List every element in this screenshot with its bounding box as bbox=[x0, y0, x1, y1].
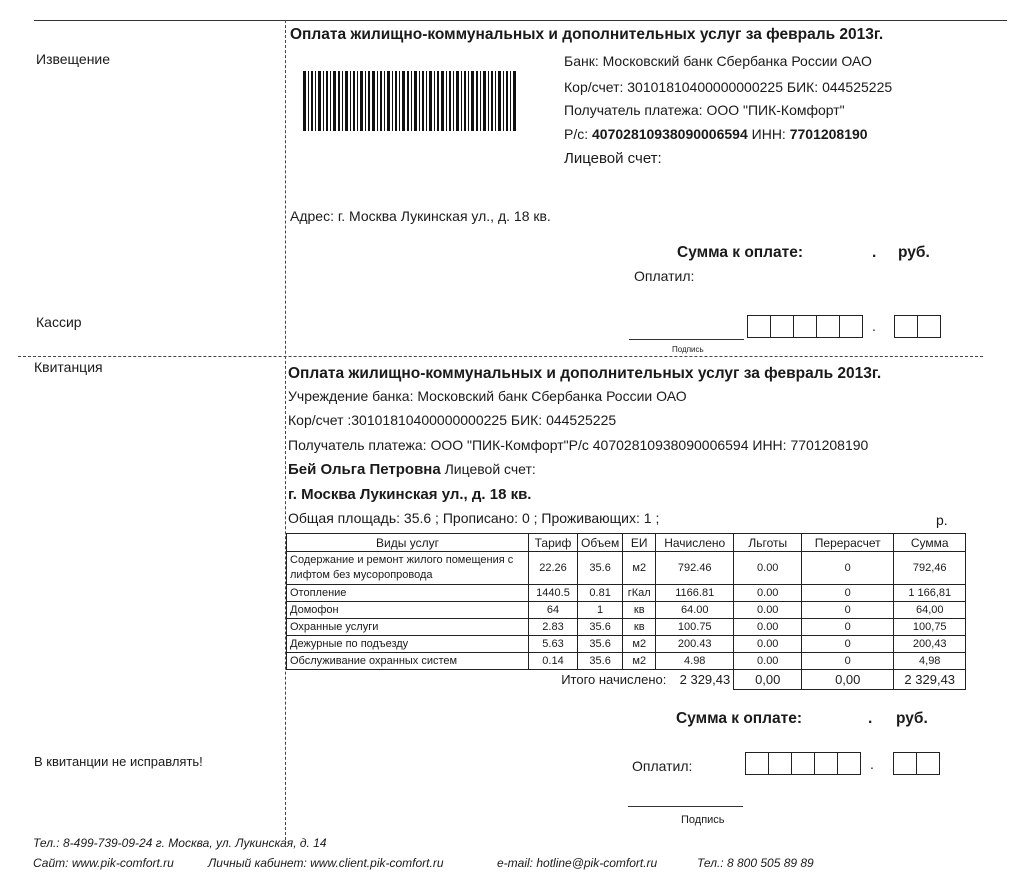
services-table bbox=[286, 533, 966, 690]
digit-box[interactable] bbox=[894, 315, 918, 338]
table-row bbox=[287, 636, 966, 653]
receipt-bank: Учреждение банка: Московский банк Сбербанка России ОАО bbox=[288, 388, 687, 404]
receipt-paid-label: Оплатил: bbox=[632, 758, 693, 774]
cashier-label: Кассир bbox=[36, 314, 82, 330]
service-name: Отопление bbox=[287, 585, 529, 602]
notice-signature-line bbox=[629, 339, 744, 340]
col-charged: Начислено bbox=[656, 534, 734, 552]
tariff: 1440.5 bbox=[529, 585, 578, 602]
receipt-kopecks-boxes[interactable] bbox=[894, 752, 940, 775]
notice-sum-currency: руб. bbox=[898, 244, 930, 261]
unit: м2 bbox=[623, 653, 656, 670]
table-row bbox=[287, 552, 966, 585]
volume: 35.6 bbox=[578, 552, 623, 585]
table-row bbox=[287, 602, 966, 619]
receipt-address: г. Москва Лукинская ул., д. 18 кв. bbox=[288, 486, 532, 503]
footer-phone2: Тел.: 8 800 505 89 89 bbox=[697, 856, 814, 870]
benefits: 0.00 bbox=[734, 636, 802, 653]
volume: 35.6 bbox=[578, 653, 623, 670]
col-recalc: Перерасчет bbox=[802, 534, 894, 552]
notice-signature-label: Подпись bbox=[672, 345, 704, 354]
notice-rs-inn bbox=[564, 126, 868, 142]
notice-title: Оплата жилищно-коммунальных и дополнительных услуг за февраль 2013г. bbox=[290, 26, 884, 43]
notice-kopecks-boxes[interactable] bbox=[895, 315, 941, 338]
unit: гКал bbox=[623, 585, 656, 602]
total-recalc: 0,00 bbox=[802, 670, 894, 690]
sum: 1 166,81 bbox=[894, 585, 966, 602]
do-not-correct-note: В квитанции не исправлять! bbox=[34, 754, 203, 769]
total-charged: 2 329,43 bbox=[679, 672, 731, 688]
digit-box[interactable] bbox=[747, 315, 771, 338]
receipt-signature-label: Подпись bbox=[681, 814, 725, 826]
benefits: 0.00 bbox=[734, 619, 802, 636]
digit-box[interactable] bbox=[793, 315, 817, 338]
receipt-payer-account: Лицевой счет: bbox=[444, 461, 536, 477]
col-services: Виды услуг bbox=[287, 534, 529, 552]
receipt-payer-line bbox=[288, 461, 536, 478]
recalc: 0 bbox=[802, 653, 894, 670]
service-name: Обслуживание охранных систем bbox=[287, 653, 529, 670]
charged: 200.43 bbox=[656, 636, 734, 653]
notice-inn-label: ИНН: bbox=[751, 126, 786, 142]
volume: 35.6 bbox=[578, 636, 623, 653]
notice-address: Адрес: г. Москва Лукинская ул., д. 18 кв. bbox=[290, 208, 551, 224]
receipt-sum-label: Сумма к оплате: bbox=[676, 710, 802, 727]
receipt-recipient: Получатель платежа: ООО "ПИК-Комфорт"Р/с 40702810938090006594 ИНН: 7701208190 bbox=[288, 437, 869, 453]
section-divider-vertical bbox=[285, 20, 286, 840]
notice-rubles-boxes[interactable] bbox=[748, 315, 863, 338]
notice-sum-label: Сумма к оплате: bbox=[677, 244, 803, 261]
footer-phone-address: Тел.: 8-499-739-09-24 г. Москва, ул. Лукинская, д. 14 bbox=[33, 836, 327, 850]
digit-box[interactable] bbox=[893, 752, 917, 775]
charged: 4.98 bbox=[656, 653, 734, 670]
benefits: 0.00 bbox=[734, 585, 802, 602]
notice-inn-value: 7701208190 bbox=[789, 126, 868, 142]
tariff: 0.14 bbox=[529, 653, 578, 670]
unit: м2 bbox=[623, 552, 656, 585]
receipt-kor-bik: Кор/счет :30101810400000000225 БИК: 044525225 bbox=[288, 412, 617, 428]
receipt-sum-currency: руб. bbox=[896, 710, 928, 727]
col-sum: Сумма bbox=[894, 534, 966, 552]
benefits: 0.00 bbox=[734, 552, 802, 585]
total-row bbox=[287, 670, 966, 690]
digit-box[interactable] bbox=[791, 752, 815, 775]
service-name: Охранные услуги bbox=[287, 619, 529, 636]
digit-box[interactable] bbox=[770, 315, 794, 338]
receipt-rubles-boxes[interactable] bbox=[746, 752, 861, 775]
service-name: Домофон bbox=[287, 602, 529, 619]
notice-bank: Банк: Московский банк Сбербанка России ОАО bbox=[564, 53, 872, 69]
sum: 100,75 bbox=[894, 619, 966, 636]
receipt-label: Квитанция bbox=[34, 359, 103, 375]
table-row bbox=[287, 585, 966, 602]
unit: м2 bbox=[623, 636, 656, 653]
service-name: Содержание и ремонт жилого помещения с лифтом без мусоропровода bbox=[287, 552, 529, 585]
tariff: 2.83 bbox=[529, 619, 578, 636]
unit: кв bbox=[623, 602, 656, 619]
charged: 100.75 bbox=[656, 619, 734, 636]
receipt-payer-name: Бей Ольга Петровна bbox=[288, 461, 441, 478]
notice-paid-label: Оплатил: bbox=[634, 268, 695, 284]
notice-sum-dot: . bbox=[872, 244, 877, 261]
total-label-text: Итого начислено: bbox=[561, 672, 667, 688]
receipt-area-currency: р. bbox=[936, 512, 948, 528]
table-header-row bbox=[287, 534, 966, 552]
recalc: 0 bbox=[802, 602, 894, 619]
notice-label: Извещение bbox=[36, 51, 111, 67]
notice-boxes-dot: . bbox=[872, 318, 876, 334]
notice-rs-label: Р/с: bbox=[564, 126, 589, 142]
charged: 1166.81 bbox=[656, 585, 734, 602]
unit: кв bbox=[623, 619, 656, 636]
notice-rs-value: 40702810938090006594 bbox=[592, 126, 748, 142]
receipt-signature-line bbox=[628, 806, 743, 807]
col-unit: ЕИ bbox=[623, 534, 656, 552]
sum: 792,46 bbox=[894, 552, 966, 585]
table-row bbox=[287, 619, 966, 636]
total-benefits: 0,00 bbox=[734, 670, 802, 690]
col-tariff: Тариф bbox=[529, 534, 578, 552]
digit-box[interactable] bbox=[839, 315, 863, 338]
recalc: 0 bbox=[802, 585, 894, 602]
col-benefits: Льготы bbox=[734, 534, 802, 552]
digit-box[interactable] bbox=[916, 752, 940, 775]
volume: 35.6 bbox=[578, 619, 623, 636]
receipt-boxes-dot: . bbox=[870, 756, 874, 772]
digit-box[interactable] bbox=[837, 752, 861, 775]
recalc: 0 bbox=[802, 552, 894, 585]
benefits: 0.00 bbox=[734, 602, 802, 619]
digit-box[interactable] bbox=[816, 315, 840, 338]
footer-email: e-mail: hotline@pik-comfort.ru bbox=[497, 856, 658, 870]
notice-recipient: Получатель платежа: ООО "ПИК-Комфорт" bbox=[564, 102, 845, 118]
total-label bbox=[287, 670, 734, 690]
footer-cabinet: Личный кабинет: www.client.pik-comfort.ru bbox=[208, 856, 444, 870]
charged: 64.00 bbox=[656, 602, 734, 619]
top-border bbox=[34, 20, 1007, 21]
recalc: 0 bbox=[802, 636, 894, 653]
notice-account: Лицевой счет: bbox=[564, 150, 662, 167]
digit-box[interactable] bbox=[768, 752, 792, 775]
digit-box[interactable] bbox=[745, 752, 769, 775]
service-name: Дежурные по подъезду bbox=[287, 636, 529, 653]
col-volume: Объем bbox=[578, 534, 623, 552]
volume: 0.81 bbox=[578, 585, 623, 602]
sum: 200,43 bbox=[894, 636, 966, 653]
receipt-sum-dot: . bbox=[868, 710, 873, 727]
digit-box[interactable] bbox=[917, 315, 941, 338]
tariff: 64 bbox=[529, 602, 578, 619]
benefits: 0.00 bbox=[734, 653, 802, 670]
table-row bbox=[287, 653, 966, 670]
section-divider-horizontal bbox=[18, 356, 983, 357]
receipt-title: Оплата жилищно-коммунальных и дополнительных услуг за февраль 2013г. bbox=[288, 365, 882, 382]
sum: 64,00 bbox=[894, 602, 966, 619]
receipt-area-line: Общая площадь: 35.6 ; Прописано: 0 ; Проживающих: 1 ; bbox=[288, 510, 660, 526]
barcode bbox=[303, 71, 517, 131]
recalc: 0 bbox=[802, 619, 894, 636]
notice-kor-bik: Кор/счет: 30101810400000000225 БИК: 044525225 bbox=[564, 79, 893, 95]
total-sum: 2 329,43 bbox=[894, 670, 966, 690]
volume: 1 bbox=[578, 602, 623, 619]
tariff: 22.26 bbox=[529, 552, 578, 585]
footer-site: Сайт: www.pik-comfort.ru bbox=[33, 856, 174, 870]
tariff: 5.63 bbox=[529, 636, 578, 653]
charged: 792.46 bbox=[656, 552, 734, 585]
sum: 4,98 bbox=[894, 653, 966, 670]
digit-box[interactable] bbox=[814, 752, 838, 775]
